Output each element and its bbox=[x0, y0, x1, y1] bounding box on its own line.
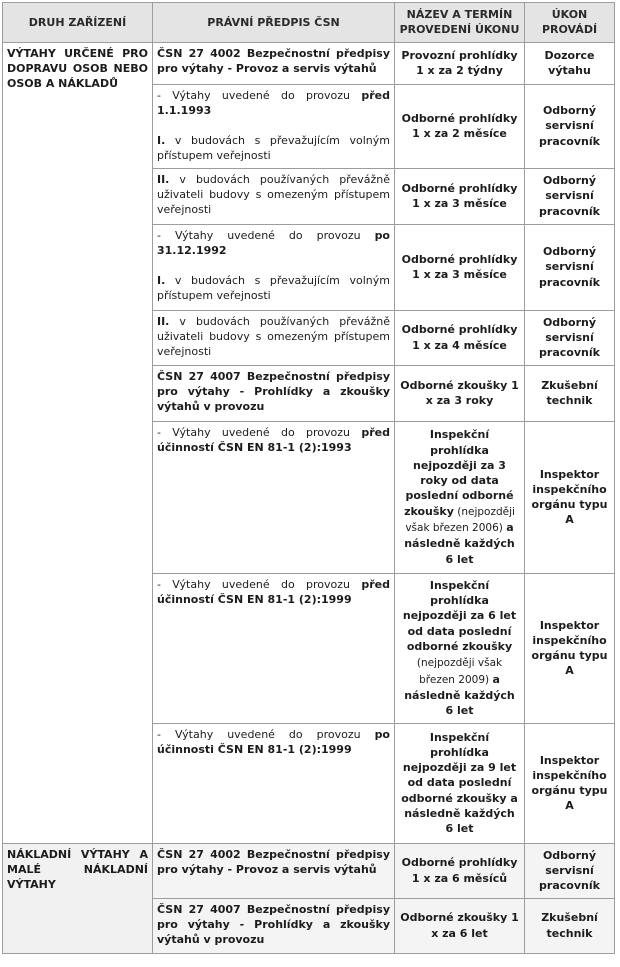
subclause-number: II. bbox=[157, 172, 170, 186]
subclause-number: I. bbox=[157, 134, 166, 148]
action-cell bbox=[395, 573, 525, 723]
performer-cell: Odborný servisní pracovník bbox=[525, 843, 615, 898]
regulation-text: - Výtahy uvedené do provozu bbox=[157, 425, 362, 439]
regulation-cell bbox=[153, 573, 395, 723]
regulation-cell: ČSN 27 4007 Bezpečnostní předpisy pro výtahy - Prohlídky a zkoušky výtahů v provozu bbox=[153, 898, 395, 953]
action-cell: Odborné prohlídky 1 x za 3 měsíce bbox=[395, 224, 525, 310]
regulation-cell bbox=[153, 723, 395, 843]
regulation-cell: ČSN 27 4002 Bezpečnostní předpisy pro výtahy - Provoz a servis výtahů bbox=[153, 42, 395, 84]
action-note: (nejpozději však březen 2006) bbox=[405, 505, 515, 535]
regulation-bold: před účinností ČSN EN 81-1 (2):1999 bbox=[157, 577, 390, 606]
regulation-cell bbox=[153, 310, 395, 365]
action-cell: Odborné prohlídky 1 x za 6 měsíců bbox=[395, 843, 525, 898]
subclause-number: II. bbox=[157, 314, 170, 328]
table-header-row bbox=[3, 3, 615, 43]
action-text: Inspekční prohlídka nejpozději za 6 let od data poslední odborné zkoušky bbox=[402, 578, 517, 653]
regulation-text: - Výtahy uvedené do provozu bbox=[157, 577, 362, 591]
regulation-bold: před 1.1.1993 bbox=[157, 88, 390, 117]
performer-cell: Odborný servisní pracovník bbox=[525, 224, 615, 310]
regulation-bold: po 31.12.1992 bbox=[157, 228, 390, 257]
regulation-cell bbox=[153, 421, 395, 573]
regulation-text: - Výtahy uvedené do provozu bbox=[157, 727, 375, 741]
regulation-bold: po účinnosti ČSN EN 81-1 (2):1999 bbox=[157, 727, 390, 756]
performer-cell: Odborný servisní pracovník bbox=[525, 84, 615, 168]
action-cell: Odborné prohlídky 1 x za 3 měsíce bbox=[395, 168, 525, 224]
subclause-text: v budovách používaných převážně uživateli budovy s omezeným přístupem veřejnosti bbox=[157, 172, 390, 217]
table-row bbox=[3, 843, 615, 898]
subclause-text: v budovách s převažujícím volným přístupem veřejnosti bbox=[157, 134, 390, 163]
performer-cell: Inspektor inspekčního orgánu typu A bbox=[525, 573, 615, 723]
header-regulation: PRÁVNÍ PŘEDPIS ČSN bbox=[153, 3, 395, 43]
action-cell: Provozní prohlídky 1 x za 2 týdny bbox=[395, 42, 525, 84]
regulation-cell: ČSN 27 4007 Bezpečnostní předpisy pro výtahy - Prohlídky a zkoušky výtahů v provozu bbox=[153, 365, 395, 421]
regulation-cell bbox=[153, 168, 395, 224]
action-cell bbox=[395, 421, 525, 573]
performer-cell: Odborný servisní pracovník bbox=[525, 310, 615, 365]
action-text-tail: a následně každých 6 let bbox=[404, 521, 515, 566]
header-action-term: NÁZEV A TERMÍN PROVEDENÍ ÚKONU bbox=[395, 3, 525, 43]
header-performer: ÚKON PROVÁDÍ bbox=[525, 3, 615, 43]
performer-cell: Inspektor inspekčního orgánu typu A bbox=[525, 723, 615, 843]
subclause-number: I. bbox=[157, 274, 166, 288]
action-text-tail: a následně každých 6 let bbox=[404, 672, 515, 718]
lift-inspection-table bbox=[2, 2, 615, 954]
action-note: (nejpozději však březen 2009) bbox=[416, 657, 503, 686]
regulation-text: - Výtahy uvedené do provozu bbox=[157, 88, 362, 102]
performer-cell: Odborný servisní pracovník bbox=[525, 168, 615, 224]
performer-cell: Zkušební technik bbox=[525, 898, 615, 953]
action-text: Inspekční prohlídka nejpozději za 3 roky od data poslední odborné zkoušky bbox=[404, 428, 514, 518]
category-passenger-lifts: VÝTAHY URČENÉ PRO DOPRAVU OSOB NEBO OSOB A NÁKLADŮ bbox=[3, 42, 153, 843]
subclause-text: v budovách používaných převážně uživateli budovy s omezeným přístupem veřejnosti bbox=[157, 314, 390, 359]
header-device-type: DRUH ZAŘÍZENÍ bbox=[3, 3, 153, 43]
regulation-cell bbox=[153, 84, 395, 168]
regulation-cell bbox=[153, 224, 395, 310]
table-row bbox=[3, 42, 615, 84]
regulation-text: - Výtahy uvedené do provozu bbox=[157, 228, 375, 242]
action-cell: Inspekční prohlídka nejpozději za 9 let od data poslední odborné zkoušky a následně každých 6 let bbox=[395, 723, 525, 843]
inspection-table-wrapper bbox=[2, 2, 615, 954]
action-cell: Odborné zkoušky 1 x za 3 roky bbox=[395, 365, 525, 421]
subclause-text: v budovách s převažujícím volným přístupem veřejnosti bbox=[157, 274, 390, 303]
action-cell: Odborné prohlídky 1 x za 2 měsíce bbox=[395, 84, 525, 168]
action-cell: Odborné zkoušky 1 x za 6 let bbox=[395, 898, 525, 953]
performer-cell: Inspektor inspekčního orgánu typu A bbox=[525, 421, 615, 573]
performer-cell: Zkušební technik bbox=[525, 365, 615, 421]
action-cell: Odborné prohlídky 1 x za 4 měsíce bbox=[395, 310, 525, 365]
regulation-bold: před účinností ČSN EN 81-1 (2):1993 bbox=[157, 425, 390, 454]
performer-cell: Dozorce výtahu bbox=[525, 42, 615, 84]
category-freight-lifts: NÁKLADNÍ VÝTAHY A MALÉ NÁKLADNÍ VÝTAHY bbox=[3, 843, 153, 953]
regulation-cell: ČSN 27 4002 Bezpečnostní předpisy pro výtahy - Provoz a servis výtahů bbox=[153, 843, 395, 898]
